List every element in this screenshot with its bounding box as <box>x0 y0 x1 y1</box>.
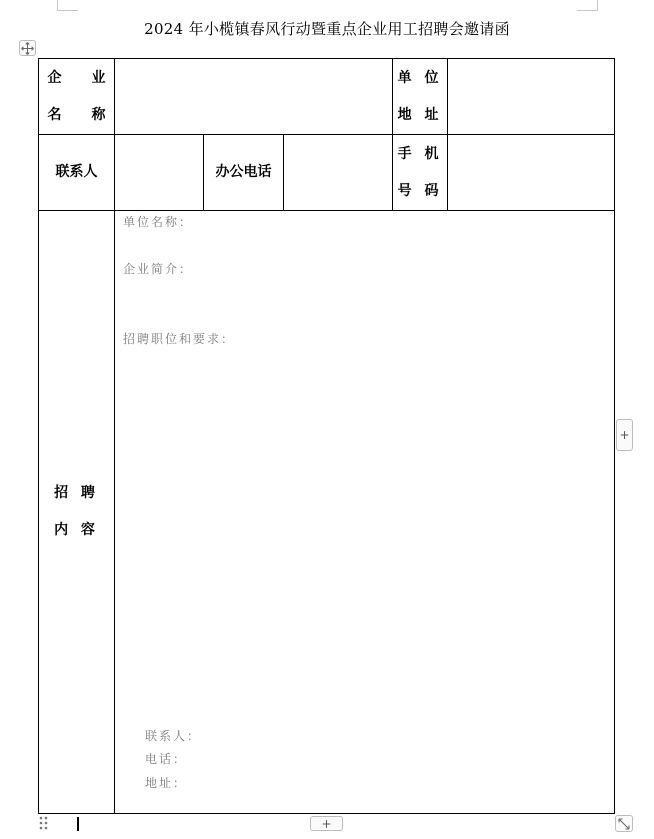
unit-address-label <box>393 59 448 135</box>
unit-address-label-line1: 单 位 <box>397 69 443 86</box>
add-row-button[interactable] <box>310 816 343 831</box>
unit-name-prompt: 单位名称： <box>123 215 194 229</box>
company-intro-prompt: 企业简介： <box>123 262 194 276</box>
add-column-symbol: + <box>619 428 630 442</box>
company-name-input[interactable] <box>115 59 393 135</box>
mobile-label <box>393 135 448 211</box>
mobile-input[interactable] <box>448 135 615 211</box>
footer-address-prompt: 地址： <box>145 776 188 790</box>
positions-prompt: 招聘职位和要求： <box>123 332 236 346</box>
move-icon <box>21 42 34 55</box>
recruit-content-input[interactable] <box>115 211 615 814</box>
table-resize-handle[interactable] <box>615 815 633 832</box>
office-phone-input[interactable] <box>284 135 393 211</box>
recruit-content-label <box>39 211 115 814</box>
table-row <box>39 211 615 814</box>
company-name-label-line1: 企 业 <box>47 69 114 86</box>
unit-address-label-line2: 地 址 <box>397 106 443 123</box>
company-name-label <box>39 59 115 135</box>
crop-mark-top-right <box>577 0 598 11</box>
footer-contact-prompt: 联系人： <box>145 729 202 743</box>
table-row <box>39 135 615 211</box>
add-column-button[interactable] <box>616 419 633 451</box>
drag-handle-icon <box>39 815 49 831</box>
mobile-label-line1: 手 机 <box>397 145 443 162</box>
company-name-label-line2: 名 称 <box>47 106 114 123</box>
office-phone-label: 办公电话 <box>204 135 284 211</box>
contact-label: 联系人 <box>39 135 115 211</box>
table-row <box>39 59 615 135</box>
footer-phone-prompt: 电话： <box>145 752 188 766</box>
contact-input[interactable] <box>115 135 204 211</box>
add-row-symbol: + <box>321 816 332 831</box>
text-cursor <box>77 817 79 831</box>
recruit-content-label-line2: 内 容 <box>54 522 99 538</box>
crop-mark-top-left <box>57 0 78 11</box>
invitation-form-table <box>38 58 615 814</box>
unit-address-input[interactable] <box>448 59 615 135</box>
resize-icon <box>618 818 630 830</box>
mobile-label-line2: 号 码 <box>397 182 443 199</box>
recruit-content-label-line1: 招 聘 <box>54 485 99 501</box>
row-drag-handle[interactable] <box>39 815 49 831</box>
table-move-handle[interactable] <box>19 40 36 56</box>
document-title[interactable]: 2024 年小榄镇春风行动暨重点企业用工招聘会邀请函 <box>144 20 510 38</box>
